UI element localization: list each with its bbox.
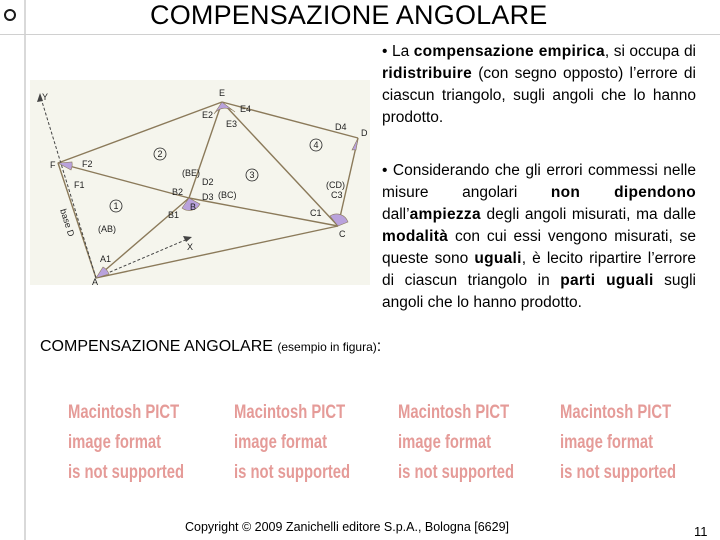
side-cd-label: (CD) bbox=[326, 180, 345, 190]
angle-e2-label: E2 bbox=[202, 110, 214, 120]
text-span: con cui essi vengono misurati, se queste sono bbox=[382, 228, 696, 267]
triangle-1-label: 1 bbox=[113, 201, 119, 211]
pict-line: image format bbox=[398, 432, 492, 453]
caption-main: COMPENSAZIONE ANGOLARE bbox=[40, 338, 278, 355]
angle-d3-label: D3 bbox=[202, 192, 214, 202]
figure-caption bbox=[40, 338, 381, 356]
pict-line: is not supported bbox=[234, 462, 351, 483]
page-title: COMPENSAZIONE ANGOLARE bbox=[150, 0, 548, 30]
pict-placeholder bbox=[560, 398, 677, 488]
point-d-label: D bbox=[361, 128, 368, 138]
text-span: • Considerando che gli errori commessi nelle misure angolari bbox=[382, 162, 696, 201]
paragraph-errori-angolari bbox=[382, 160, 696, 314]
pict-line: image format bbox=[234, 432, 328, 453]
angle-c1-label: C1 bbox=[310, 208, 322, 218]
angle-d2-label: D2 bbox=[202, 177, 214, 187]
pict-placeholder bbox=[398, 398, 515, 488]
axis-x-label: X bbox=[187, 242, 194, 252]
text-span: sugli angoli che lo hanno prodotto. bbox=[382, 272, 696, 311]
bold-term: non dipendono bbox=[550, 184, 696, 201]
traverse-diagram bbox=[30, 80, 370, 285]
title-divider bbox=[24, 0, 26, 540]
angle-a1-label: A1 bbox=[100, 254, 112, 264]
angle-e3-label: E3 bbox=[226, 119, 238, 129]
bold-term: ampiezza bbox=[409, 206, 481, 223]
bold-term: modalità bbox=[382, 228, 449, 245]
title-bar bbox=[0, 0, 720, 34]
pict-line: is not supported bbox=[398, 462, 515, 483]
point-c-label: C bbox=[339, 229, 346, 239]
copyright-footer: Copyright © 2009 Zanichelli editore S.p.A., Bologna [6629] bbox=[185, 520, 509, 534]
paragraph-compensazione-empirica bbox=[382, 41, 696, 129]
point-b-label: B bbox=[190, 202, 197, 212]
pict-placeholder bbox=[68, 398, 185, 488]
pict-line: is not supported bbox=[68, 462, 185, 483]
base-label: base D bbox=[58, 207, 77, 238]
bold-term: uguali bbox=[474, 250, 522, 267]
bullet-icon bbox=[4, 9, 16, 21]
pict-line: Macintosh PICT bbox=[560, 402, 672, 423]
axis-y-label: Y bbox=[42, 92, 49, 102]
angle-d4-label: D4 bbox=[335, 122, 347, 132]
pict-line: Macintosh PICT bbox=[398, 402, 510, 423]
pict-line: image format bbox=[560, 432, 654, 453]
point-e-label: E bbox=[219, 88, 226, 98]
text-span: degli angoli misurati, ma dalle bbox=[480, 206, 696, 223]
angle-f1-label: F1 bbox=[74, 180, 85, 190]
angle-b2-label: B2 bbox=[172, 187, 184, 197]
header-divider bbox=[0, 34, 720, 35]
triangle-2-label: 2 bbox=[157, 149, 163, 159]
point-f-label: F bbox=[50, 160, 56, 170]
text-span: , si occupa di bbox=[604, 43, 697, 60]
pict-line: is not supported bbox=[560, 462, 677, 483]
bold-term: compensazione empirica bbox=[413, 43, 605, 60]
text-span: dall’ bbox=[382, 206, 410, 223]
pict-line: Macintosh PICT bbox=[68, 402, 180, 423]
text-span: • La bbox=[382, 43, 414, 60]
caption-note: (esempio in figura) bbox=[277, 340, 377, 354]
angle-f2-label: F2 bbox=[82, 159, 93, 169]
angle-c3-label: C3 bbox=[331, 190, 343, 200]
pict-line: Macintosh PICT bbox=[234, 402, 346, 423]
side-be-label: (BE) bbox=[182, 168, 200, 178]
triangle-4-label: 4 bbox=[313, 140, 319, 150]
bold-term: parti uguali bbox=[560, 272, 654, 289]
page-number: 11 bbox=[694, 524, 708, 539]
point-a-label: A bbox=[92, 277, 99, 285]
triangle-3-label: 3 bbox=[249, 170, 255, 180]
angle-b1-label: B1 bbox=[168, 210, 180, 220]
pict-placeholder bbox=[234, 398, 351, 488]
traverse-figure bbox=[30, 80, 370, 285]
side-ab-label: (AB) bbox=[98, 224, 116, 234]
pict-line: image format bbox=[68, 432, 162, 453]
text-span: , è lecito ripartire l’errore di ciascun triangolo in bbox=[382, 250, 696, 289]
side-bc-label: (BC) bbox=[218, 190, 237, 200]
angle-e4-label: E4 bbox=[240, 104, 252, 114]
caption-colon: : bbox=[376, 338, 382, 355]
text-span: (con segno opposto) l’errore di ciascun triangolo, sugli angoli che lo hanno prodotto. bbox=[382, 65, 696, 126]
bold-term: ridistribuire bbox=[382, 65, 473, 82]
